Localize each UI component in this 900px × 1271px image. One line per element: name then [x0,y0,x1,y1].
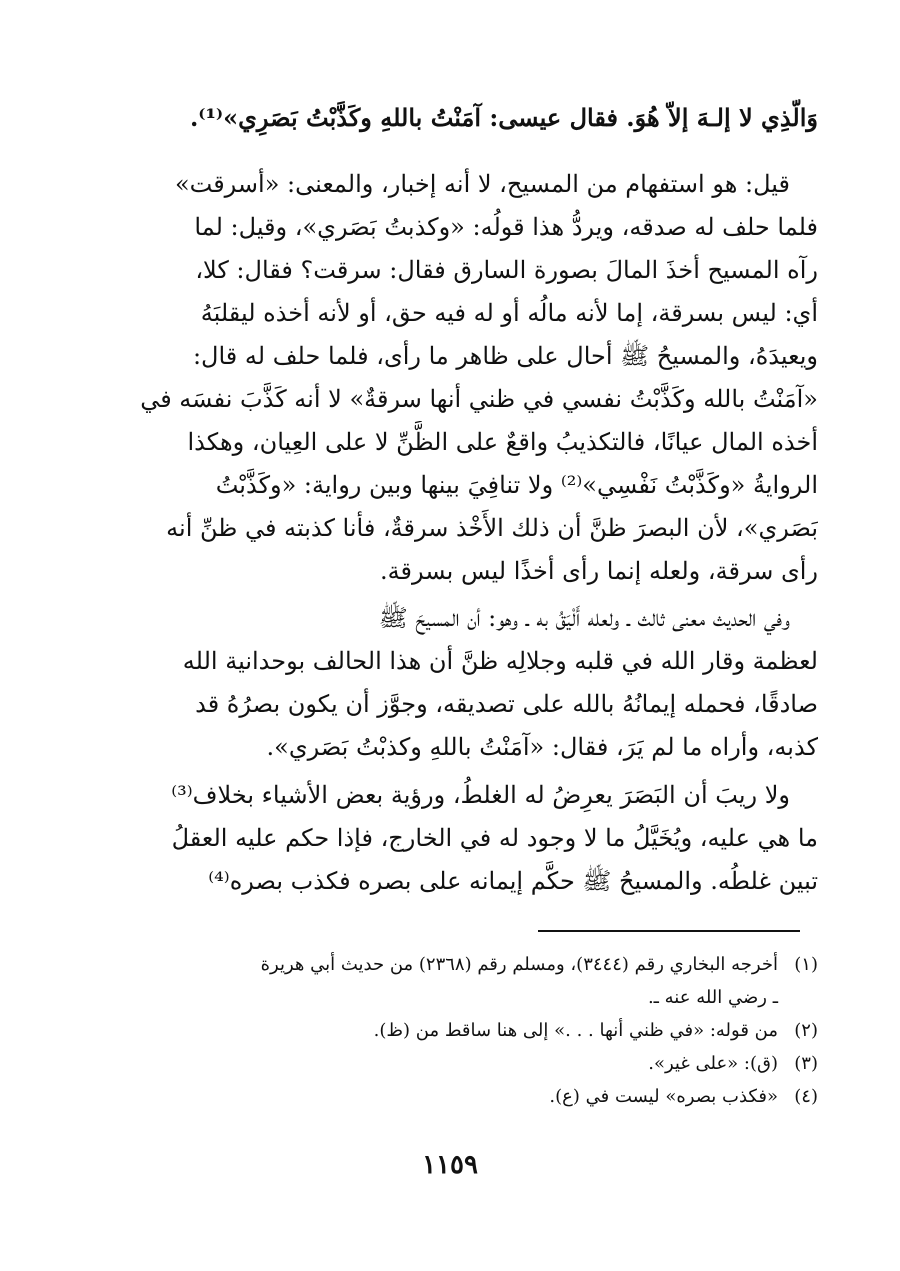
text-line: ولا ريبَ أن البَصَرَ يعرِضُ له الغلطُ، ورؤية بعض الأشياء بخلاف⁽³⁾ [171,781,790,809]
body-text-paragraph-2 [100,163,818,593]
body-text-paragraph-4 [100,774,818,903]
text-line: ويعيدَهُ، والمسيحُ ﷺ أحال على ظاهر ما رأى، فلما حلف له قال: [192,342,818,370]
text-line: تبين غلطُه. والمسيحُ ﷺ حكَّم إيمانه على بصره فكذب بصره⁽⁴⁾ [208,867,818,895]
text-line: فلما حلف له صدقه، ويردُّ هذا قولُه: «وكذبتُ بَصَري»، وقيل: لما [194,213,818,241]
footnote-text: من قوله: «في ظني أنها . . .» إلى هنا ساقط من (ظ). [373,1020,778,1041]
text-line: وفي الحديث معنى ثالث ـ ولعله أَلْيَقُ به ـ وهو: أن المسيحَ ﷺ [378,604,790,632]
text-line: الروايةُ «وكَذَّبْتُ نَفْسِي»⁽²⁾ ولا تنافِيَ بينها وبين رواية: «وكَذَّبْتُ [215,471,818,499]
footnote-4 [100,1080,818,1113]
text-line: «آمَنْتُ بالله وكَذَّبْتُ نفسي في ظني أنها سرقةٌ» لا أنه كَذَّبَ نفسَه في [140,385,818,413]
footnote-text: (ق): «على غير». [648,1053,778,1074]
footnote-text: ـ رضي الله عنه ـ. [647,987,778,1008]
footnote-3 [100,1047,818,1080]
footnote-1 [100,948,818,981]
text-line: بَصَري»، لأن البصرَ ظنَّ أن ذلك الأَخْذ سرقةٌ، فأنا كذبته في ظنِّ أنه [166,514,818,542]
body-text-paragraph-1 [100,96,818,139]
text-line: لعظمة وقار الله في قلبه وجلالِه ظنَّ أن هذا الحالف بوحدانية الله [182,647,818,675]
text-line-hadith-quote: وَالّذِي لا إلـهَ إلاّ هُوَ. فقال عيسى: آمَنْتُ باللهِ وكَذَّبْتُ بَصَرِي»⁽¹⁾. [189,103,818,132]
footnotes [100,948,818,1113]
text-line: رآه المسيح أخذَ المالَ بصورة السارق فقال: سرقت؟ فقال: كلا، [195,256,818,284]
footnote-2 [100,1014,818,1047]
footnote-1-continuation [100,981,818,1014]
body-text-paragraph-3 [100,597,818,769]
footnote-text: أخرجه البخاري رقم (٣٤٤٤)، ومسلم رقم (٢٣٦٨) من حديث أبي هريرة [260,954,778,975]
page-number: ١١٥٩ [422,1150,478,1180]
footnote-number: (٢) [794,1020,818,1041]
text-line: أي: ليس بسرقة، إما لأنه مالُه أو له فيه حق، أو لأنه أخذه ليقلبَهُ [200,299,818,327]
text-line: ما هي عليه، ويُخَيَّلُ ما لا وجود له في الخارج، فإذا حكم عليه العقلُ [171,824,818,852]
text-line: كذبه، وأراه ما لم يَرَ، فقال: «آمَنْتُ باللهِ وكذبْتُ بَصَري». [266,733,818,761]
footnote-number: (٣) [794,1053,818,1074]
footnote-divider [538,930,800,932]
text-line: صادقًا، فحمله إيمانُهُ بالله على تصديقه، وجوَّز أن يكون بصرُهُ قد [195,690,818,718]
text-line: أخذه المال عيانًا، فالتكذيبُ واقعٌ على الظَّنِّ لا على العِيان، وهكذا [187,428,818,456]
footnote-number: (١) [794,954,818,975]
footnote-text: «فكذب بصره» ليست في (ع). [549,1086,778,1107]
text-line: رأى سرقة، ولعله إنما رأى أخذًا ليس بسرقة. [380,557,818,585]
text-line: قيل: هو استفهام من المسيح، لا أنه إخبار، والمعنى: «أسرقت» [174,170,790,198]
footnote-number: (٤) [794,1086,818,1107]
